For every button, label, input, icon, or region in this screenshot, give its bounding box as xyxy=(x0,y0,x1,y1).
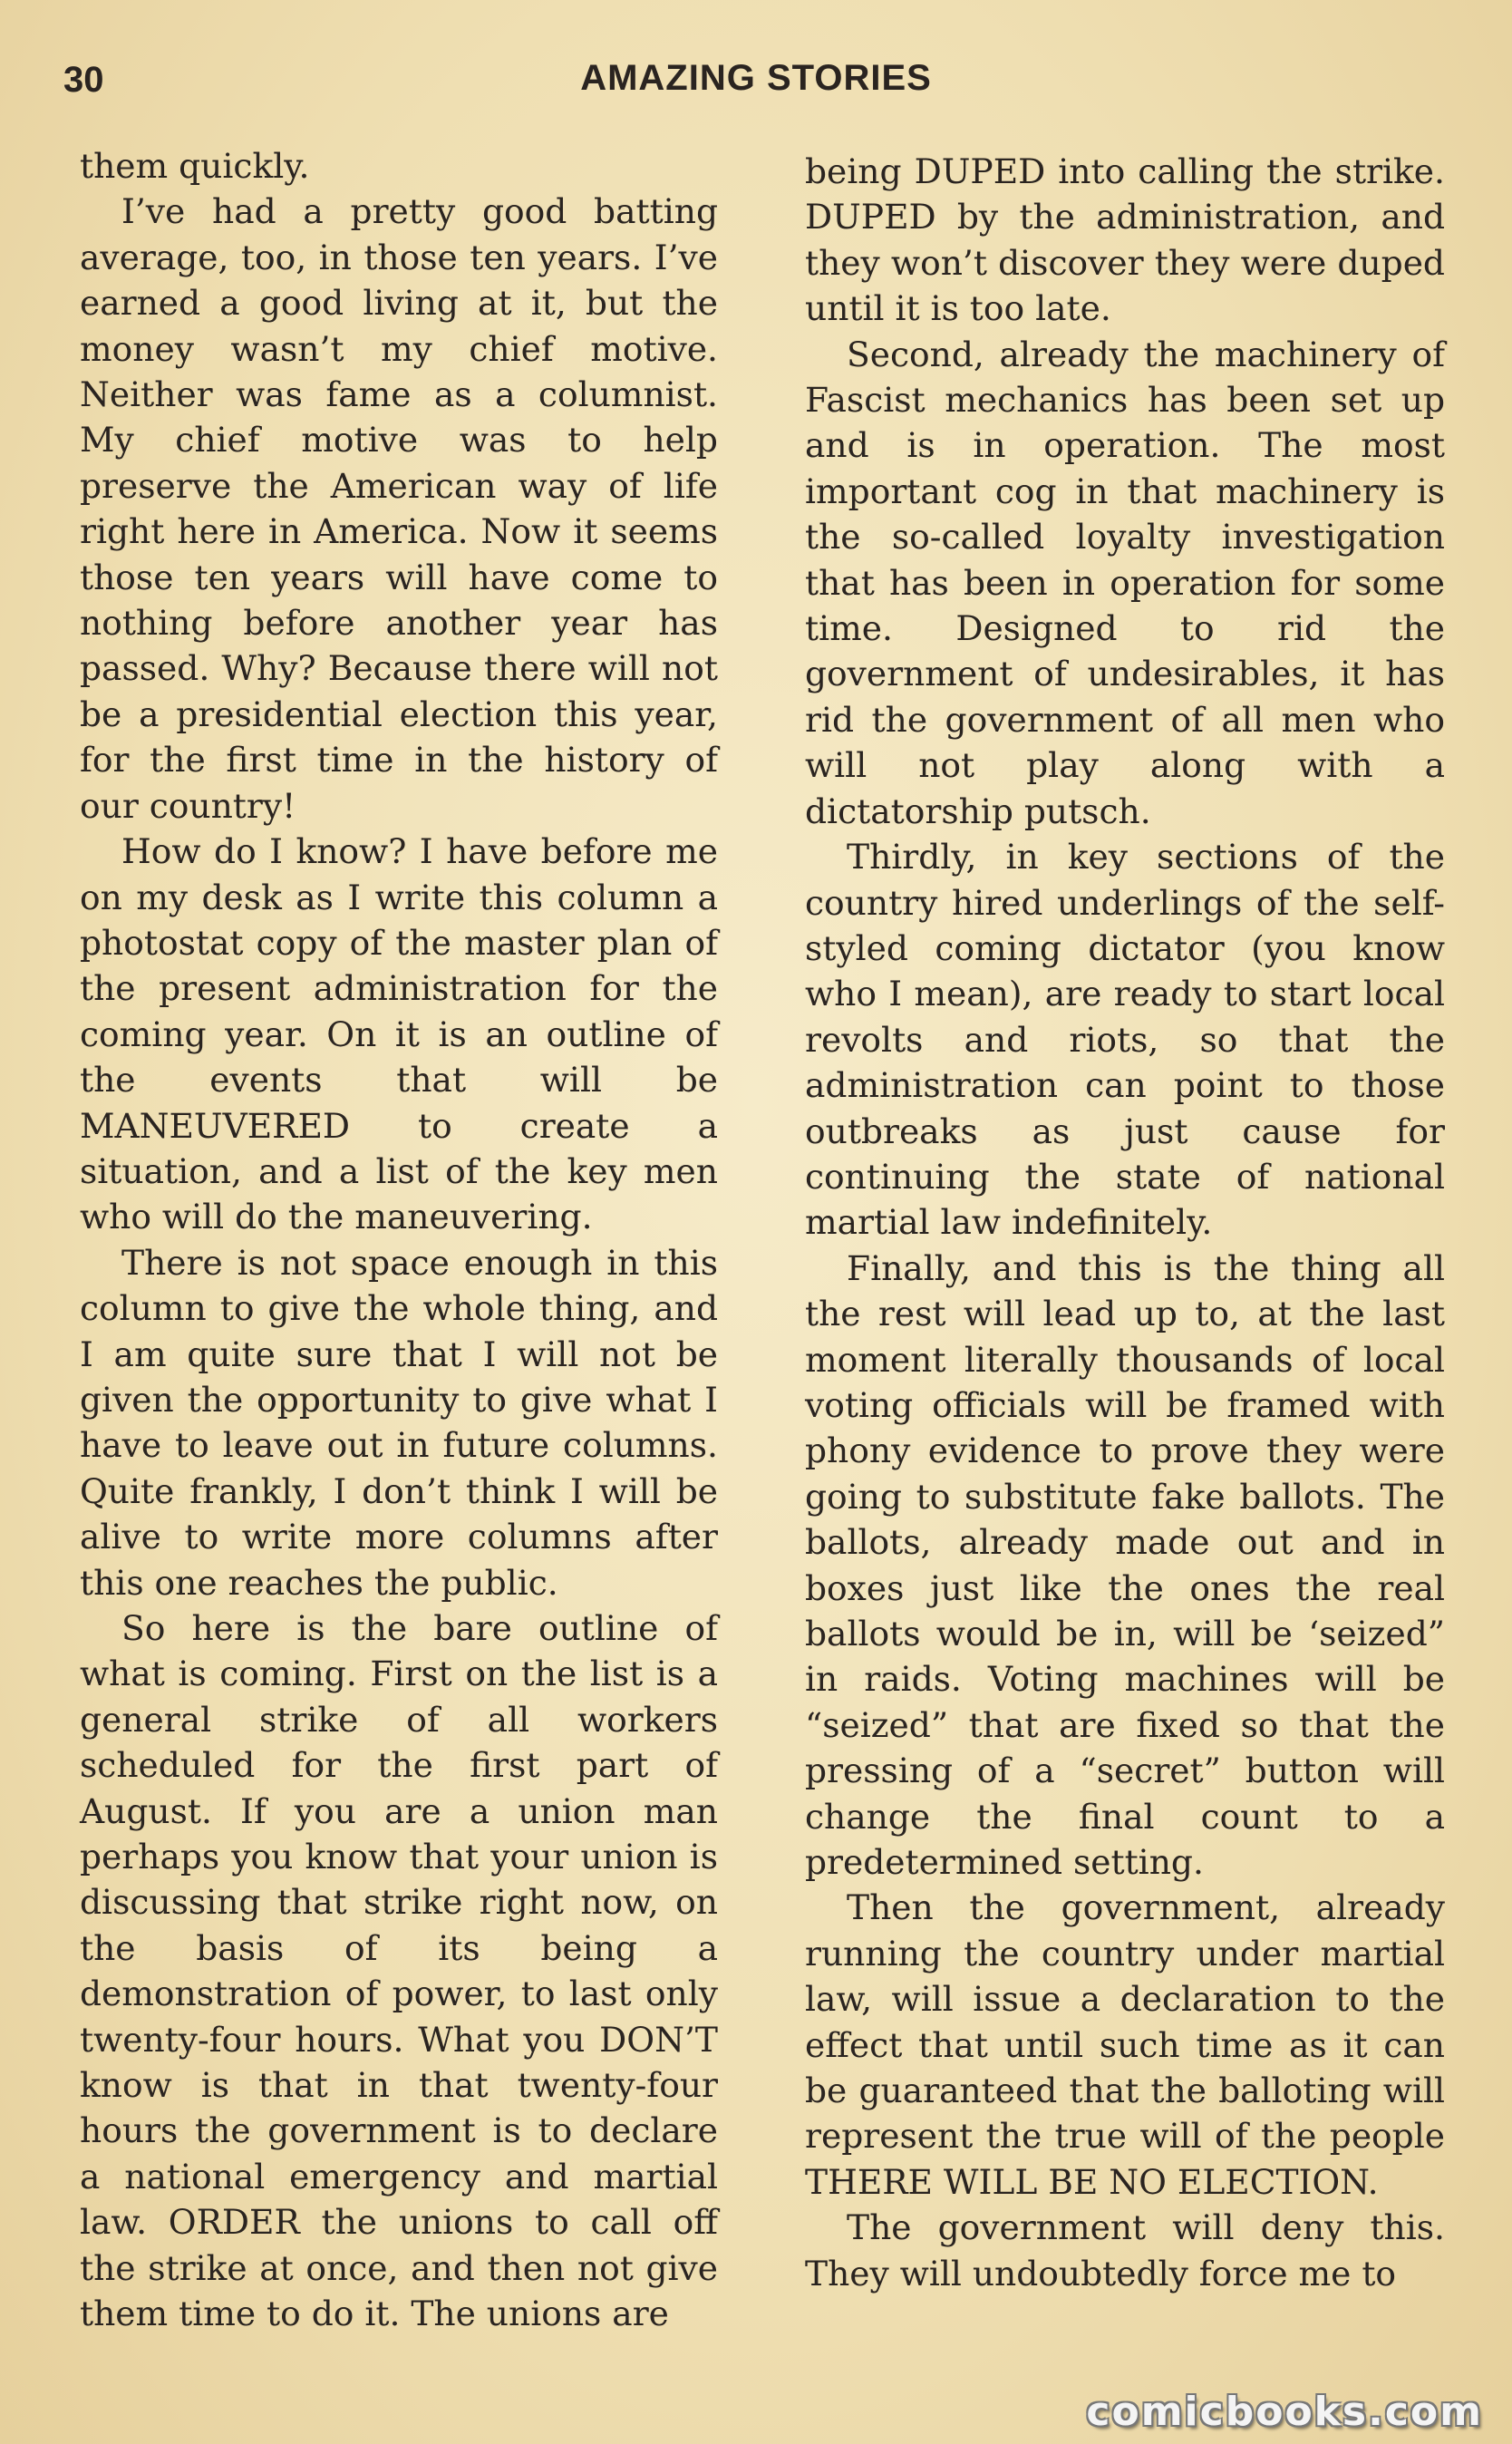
paragraph: Then the government, already running the country under martial law, will issue a declaration to the effect that until such time as it can be guaranteed that the balloting will represent the true will of the people THERE WILL BE NO ELECTION. xyxy=(805,1887,1445,2202)
paragraph: I’ve had a pretty good batting average, too, in those ten years. I’ve earned a good living at it, but the money wasn’t my chief motive. Neither was fame as a columnist. My chief motive was to help preserve the American way of life right here in America. Now it seems those ten years will have come to nothing before another year has passed. Why? Because there will not be a presidential election this year, for the first time in the history of our country! xyxy=(80,191,718,826)
watermark: comicbooks.com xyxy=(1086,2389,1483,2435)
paragraph: There is not space enough in this column to give the whole thing, and I am quite sure that I will not be given the opportunity to give what I have to leave out in future columns. Quite frankly, I don’t think I will be alive to write more columns after this one reaches the public. xyxy=(80,1242,718,1603)
paragraph: Second, already the machinery of Fascist mechanics has been set up and is in operation. The most important cog in that machinery is the so-called loyalty investigation that has been in operation for some time. Designed to rid the government of undesirables, it has rid the government of all men who will not play along with a dictatorship putsch. xyxy=(805,334,1445,831)
paragraph: Thirdly, in key sections of the country hired underlings of the self-styled coming dictator (you know who I mean), are ready to start local revolts and riots, so that the administration can point to those outbreaks as just cause for continuing the state of national martial law indefinitely. xyxy=(805,837,1445,1243)
paragraph: The government will deny this. They will undoubtedly force me to xyxy=(805,2207,1445,2294)
right-column xyxy=(805,149,1445,2296)
paragraph: them quickly. xyxy=(80,146,310,186)
paragraph: being DUPED into calling the strike. DUPED by the administration, and they won’t discover they were duped until it is too late. xyxy=(805,151,1445,329)
left-column xyxy=(80,143,718,2337)
paragraph: So here is the bare outline of what is coming. First on the list is a general strike of all workers scheduled for the first part of August. If you are a union man perhaps you know that your union is discussing that strike right now, on the basis of its being a demonstration of power, to last only twenty-four hours. What you DON’T know is that in that twenty-four hours the government is to declare a national emergency and martial law. ORDER the unions to call off the strike at once, and then not give them time to do it. The unions are xyxy=(80,1608,718,2334)
paragraph: How do I know? I have before me on my desk as I write this column a photostat copy of the master plan of the present administration for the coming year. On it is an outline of the events that will be MANEUVERED to create a situation, and a list of the key men who will do the maneuvering. xyxy=(80,831,718,1237)
page-number: 30 xyxy=(63,60,104,100)
page-header xyxy=(62,56,1450,111)
paragraph: Finally, and this is the thing all the rest will lead up to, at the last moment literally thousands of local voting officials will be framed with phony evidence to prove they were going to substitute fake ballots. The ballots, already made out and in boxes just like the ones the real ballots would be in, will be ‘seized” in raids. Voting machines will be “seized” that are fixed so that the pressing of a “secret” button will change the final count to a predetermined setting. xyxy=(805,1247,1445,1883)
running-head: AMAZING STORIES xyxy=(580,58,932,98)
